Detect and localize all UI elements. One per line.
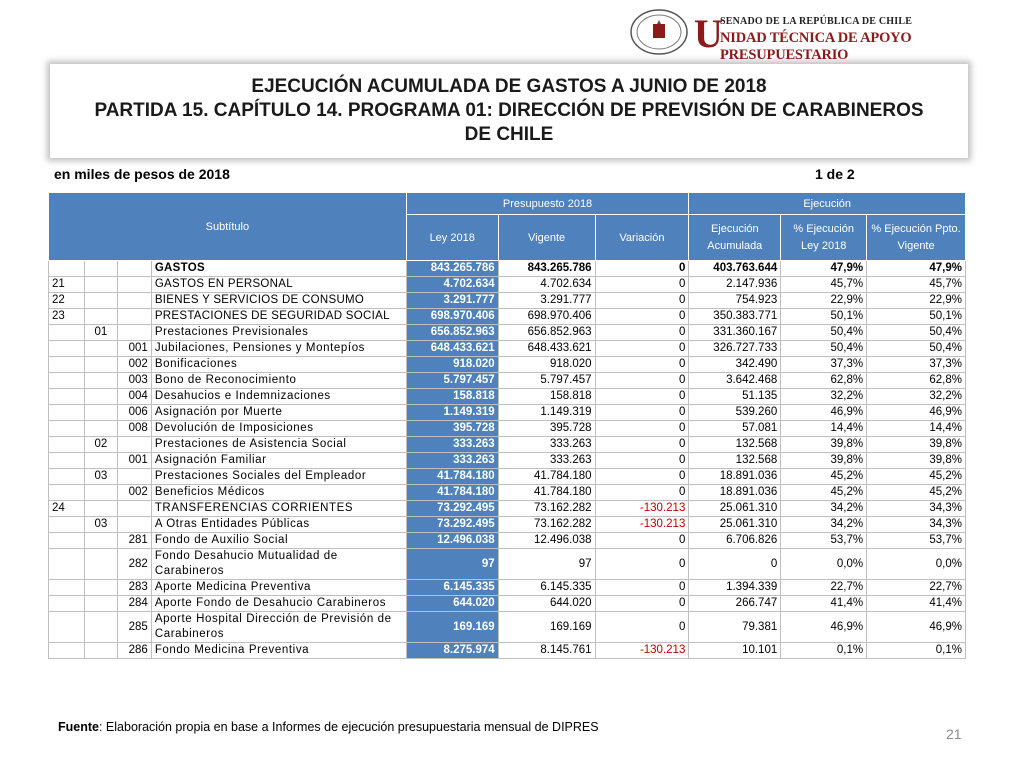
logo-senado-text: SENADO DE LA REPÚBLICA DE CHILE xyxy=(720,16,913,27)
variacion: -130.213 xyxy=(595,643,689,659)
header-ley: Ley 2018 xyxy=(406,215,498,261)
variacion: 0 xyxy=(595,485,689,501)
ley-2018: 73.292.495 xyxy=(406,501,498,517)
pct-ejecucion-ley: 22,7% xyxy=(781,580,867,596)
pct-ejecucion-vigente: 50,4% xyxy=(867,341,966,357)
table-row xyxy=(49,469,966,485)
variacion: 0 xyxy=(595,580,689,596)
units-label: en miles de pesos de 2018 xyxy=(54,166,230,182)
row-description: Aporte Fondo de Desahucio Carabineros xyxy=(151,596,406,612)
ley-2018: 656.852.963 xyxy=(406,325,498,341)
ejecucion-acumulada: 2.147.936 xyxy=(689,277,781,293)
code-asignacion xyxy=(117,517,151,533)
pct-ejecucion-ley: 22,9% xyxy=(781,293,867,309)
vigente: 73.162.282 xyxy=(498,501,595,517)
variacion: 0 xyxy=(595,421,689,437)
code-item xyxy=(84,261,117,277)
vigente: 12.496.038 xyxy=(498,533,595,549)
code-asignacion xyxy=(117,293,151,309)
ejecucion-acumulada: 132.568 xyxy=(689,453,781,469)
vigente: 648.433.621 xyxy=(498,341,595,357)
code-asignacion: 003 xyxy=(117,373,151,389)
pct-ejecucion-ley: 47,9% xyxy=(781,261,867,277)
code-asignacion: 001 xyxy=(117,341,151,357)
code-asignacion: 282 xyxy=(117,549,151,580)
ejecucion-acumulada: 350.383.771 xyxy=(689,309,781,325)
code-subtitulo: 21 xyxy=(49,277,85,293)
code-asignacion xyxy=(117,469,151,485)
ejecucion-acumulada: 25.061.310 xyxy=(689,501,781,517)
code-subtitulo xyxy=(49,533,85,549)
row-description: Fondo de Auxilio Social xyxy=(151,533,406,549)
table-row xyxy=(49,421,966,437)
table-row xyxy=(49,437,966,453)
code-asignacion: 004 xyxy=(117,389,151,405)
pct-ejecucion-ley: 45,7% xyxy=(781,277,867,293)
pct-ejecucion-ley: 50,4% xyxy=(781,341,867,357)
code-item xyxy=(84,596,117,612)
variacion: 0 xyxy=(595,261,689,277)
pct-ejecucion-vigente: 0,1% xyxy=(867,643,966,659)
ejecucion-acumulada: 754.923 xyxy=(689,293,781,309)
table-row xyxy=(49,405,966,421)
code-item xyxy=(84,277,117,293)
code-subtitulo xyxy=(49,373,85,389)
ejecucion-acumulada: 326.727.733 xyxy=(689,341,781,357)
row-description: Aporte Medicina Preventiva xyxy=(151,580,406,596)
ejecucion-acumulada: 1.394.339 xyxy=(689,580,781,596)
ley-2018: 41.784.180 xyxy=(406,485,498,501)
header-presupuesto: Presupuesto 2018 xyxy=(406,193,689,215)
ley-2018: 8.275.974 xyxy=(406,643,498,659)
code-subtitulo: 22 xyxy=(49,293,85,309)
code-subtitulo xyxy=(49,437,85,453)
ley-2018: 333.263 xyxy=(406,437,498,453)
vigente: 333.263 xyxy=(498,453,595,469)
ley-2018: 4.702.634 xyxy=(406,277,498,293)
code-asignacion: 281 xyxy=(117,533,151,549)
pct-ejecucion-vigente: 62,8% xyxy=(867,373,966,389)
table-row xyxy=(49,373,966,389)
pct-ejecucion-ley: 39,8% xyxy=(781,453,867,469)
vigente: 8.145.761 xyxy=(498,643,595,659)
senado-seal-icon xyxy=(629,8,689,56)
variacion: 0 xyxy=(595,405,689,421)
variacion: 0 xyxy=(595,341,689,357)
pct-ejecucion-ley: 0,0% xyxy=(781,549,867,580)
ley-2018: 12.496.038 xyxy=(406,533,498,549)
code-item xyxy=(84,533,117,549)
pct-ejecucion-ley: 32,2% xyxy=(781,389,867,405)
ejecucion-acumulada: 331.360.167 xyxy=(689,325,781,341)
ejecucion-acumulada: 132.568 xyxy=(689,437,781,453)
code-asignacion: 002 xyxy=(117,485,151,501)
code-subtitulo: 23 xyxy=(49,309,85,325)
variacion: 0 xyxy=(595,549,689,580)
pct-ejecucion-vigente: 0,0% xyxy=(867,549,966,580)
ejecucion-acumulada: 0 xyxy=(689,549,781,580)
code-asignacion xyxy=(117,309,151,325)
vigente: 1.149.319 xyxy=(498,405,595,421)
ley-2018: 41.784.180 xyxy=(406,469,498,485)
header-pct-vig: % Ejecución Ppto. Vigente xyxy=(867,215,966,261)
code-item xyxy=(84,293,117,309)
code-subtitulo xyxy=(49,389,85,405)
pct-ejecucion-vigente: 14,4% xyxy=(867,421,966,437)
pct-ejecucion-ley: 0,1% xyxy=(781,643,867,659)
vigente: 41.784.180 xyxy=(498,485,595,501)
ley-2018: 97 xyxy=(406,549,498,580)
header-pct-ley: % Ejecución Ley 2018 xyxy=(781,215,867,261)
row-description: Bonificaciones xyxy=(151,357,406,373)
code-item xyxy=(84,309,117,325)
code-item: 03 xyxy=(84,517,117,533)
ejecucion-acumulada: 25.061.310 xyxy=(689,517,781,533)
code-item xyxy=(84,421,117,437)
pct-ejecucion-ley: 45,2% xyxy=(781,469,867,485)
vigente: 41.784.180 xyxy=(498,469,595,485)
table-row xyxy=(49,453,966,469)
table-row xyxy=(49,517,966,533)
table-row xyxy=(49,325,966,341)
code-asignacion: 002 xyxy=(117,357,151,373)
ejecucion-acumulada: 18.891.036 xyxy=(689,469,781,485)
ley-2018: 3.291.777 xyxy=(406,293,498,309)
table-row xyxy=(49,309,966,325)
pct-ejecucion-ley: 53,7% xyxy=(781,533,867,549)
code-subtitulo xyxy=(49,643,85,659)
vigente: 333.263 xyxy=(498,437,595,453)
code-asignacion: 283 xyxy=(117,580,151,596)
vigente: 97 xyxy=(498,549,595,580)
logo-letter: U xyxy=(694,11,723,56)
table-row xyxy=(49,612,966,643)
header-subtitulo: Subtítulo xyxy=(49,193,407,261)
ley-2018: 6.145.335 xyxy=(406,580,498,596)
table-row xyxy=(49,389,966,405)
pct-ejecucion-ley: 34,2% xyxy=(781,517,867,533)
pct-ejecucion-ley: 37,3% xyxy=(781,357,867,373)
ejecucion-acumulada: 342.490 xyxy=(689,357,781,373)
source-text: : Elaboración propia en base a Informes de ejecución presupuestaria mensual de DIPRES xyxy=(98,720,599,734)
code-asignacion: 286 xyxy=(117,643,151,659)
ejecucion-acumulada: 18.891.036 xyxy=(689,485,781,501)
variacion: -130.213 xyxy=(595,517,689,533)
pct-ejecucion-vigente: 41,4% xyxy=(867,596,966,612)
row-description: Fondo Medicina Preventiva xyxy=(151,643,406,659)
code-item xyxy=(84,373,117,389)
code-subtitulo: 24 xyxy=(49,501,85,517)
row-description: Devolución de Imposiciones xyxy=(151,421,406,437)
table-row xyxy=(49,485,966,501)
vigente: 4.702.634 xyxy=(498,277,595,293)
vigente: 843.265.786 xyxy=(498,261,595,277)
code-item xyxy=(84,389,117,405)
code-subtitulo xyxy=(49,596,85,612)
code-item xyxy=(84,485,117,501)
row-description: GASTOS EN PERSONAL xyxy=(151,277,406,293)
table-row xyxy=(49,293,966,309)
pct-ejecucion-ley: 62,8% xyxy=(781,373,867,389)
variacion: 0 xyxy=(595,325,689,341)
vigente: 6.145.335 xyxy=(498,580,595,596)
ley-2018: 5.797.457 xyxy=(406,373,498,389)
ejecucion-acumulada: 51.135 xyxy=(689,389,781,405)
variacion: 0 xyxy=(595,453,689,469)
row-description: Bono de Reconocimiento xyxy=(151,373,406,389)
page-title: EJECUCIÓN ACUMULADA DE GASTOS A JUNIO DE 2018 xyxy=(251,76,767,97)
pct-ejecucion-vigente: 32,2% xyxy=(867,389,966,405)
table-row xyxy=(49,533,966,549)
title-box xyxy=(50,64,968,158)
code-subtitulo xyxy=(49,325,85,341)
code-subtitulo xyxy=(49,357,85,373)
row-description: A Otras Entidades Públicas xyxy=(151,517,406,533)
row-description: Asignación por Muerte xyxy=(151,405,406,421)
variacion: 0 xyxy=(595,596,689,612)
ley-2018: 843.265.786 xyxy=(406,261,498,277)
code-item: 01 xyxy=(84,325,117,341)
pct-ejecucion-vigente: 50,4% xyxy=(867,325,966,341)
ley-2018: 395.728 xyxy=(406,421,498,437)
row-description: Prestaciones Previsionales xyxy=(151,325,406,341)
ejecucion-acumulada: 403.763.644 xyxy=(689,261,781,277)
variacion: 0 xyxy=(595,293,689,309)
code-item xyxy=(84,405,117,421)
pct-ejecucion-vigente: 53,7% xyxy=(867,533,966,549)
table-row xyxy=(49,549,966,580)
ejecucion-acumulada: 79.381 xyxy=(689,612,781,643)
pct-ejecucion-vigente: 22,9% xyxy=(867,293,966,309)
variacion: 0 xyxy=(595,437,689,453)
vigente: 5.797.457 xyxy=(498,373,595,389)
code-asignacion: 008 xyxy=(117,421,151,437)
pct-ejecucion-vigente: 45,2% xyxy=(867,469,966,485)
row-description: GASTOS xyxy=(151,261,406,277)
row-description: Desahucios e Indemnizaciones xyxy=(151,389,406,405)
ejecucion-acumulada: 3.642.468 xyxy=(689,373,781,389)
page-of-label: 1 de 2 xyxy=(815,166,855,182)
code-item: 02 xyxy=(84,437,117,453)
ejecucion-acumulada: 57.081 xyxy=(689,421,781,437)
pct-ejecucion-ley: 34,2% xyxy=(781,501,867,517)
code-item xyxy=(84,580,117,596)
row-description: TRANSFERENCIAS CORRIENTES xyxy=(151,501,406,517)
vigente: 656.852.963 xyxy=(498,325,595,341)
code-subtitulo xyxy=(49,485,85,501)
code-asignacion xyxy=(117,277,151,293)
row-description: Aporte Hospital Dirección de Previsión de Carabineros xyxy=(151,612,406,643)
table-row xyxy=(49,643,966,659)
code-asignacion xyxy=(117,261,151,277)
pct-ejecucion-vigente: 39,8% xyxy=(867,453,966,469)
row-description: Jubilaciones, Pensiones y Montepíos xyxy=(151,341,406,357)
code-item: 03 xyxy=(84,469,117,485)
pct-ejecucion-ley: 39,8% xyxy=(781,437,867,453)
code-asignacion: 284 xyxy=(117,596,151,612)
code-item xyxy=(84,501,117,517)
table-row xyxy=(49,261,966,277)
row-description: Fondo Desahucio Mutualidad de Carabineros xyxy=(151,549,406,580)
vigente: 169.169 xyxy=(498,612,595,643)
ejecucion-acumulada: 539.260 xyxy=(689,405,781,421)
pct-ejecucion-vigente: 45,7% xyxy=(867,277,966,293)
logo-unit-text: NIDAD TÉCNICA DE APOYO PRESUPUESTARIO xyxy=(720,30,912,63)
pct-ejecucion-vigente: 50,1% xyxy=(867,309,966,325)
code-item xyxy=(84,643,117,659)
row-description: Beneficios Médicos xyxy=(151,485,406,501)
vigente: 158.818 xyxy=(498,389,595,405)
ley-2018: 1.149.319 xyxy=(406,405,498,421)
code-asignacion xyxy=(117,437,151,453)
variacion: 0 xyxy=(595,612,689,643)
variacion: -130.213 xyxy=(595,501,689,517)
variacion: 0 xyxy=(595,277,689,293)
ley-2018: 648.433.621 xyxy=(406,341,498,357)
code-asignacion: 285 xyxy=(117,612,151,643)
pct-ejecucion-ley: 45,2% xyxy=(781,485,867,501)
ley-2018: 169.169 xyxy=(406,612,498,643)
budget-table xyxy=(48,192,966,659)
pct-ejecucion-ley: 50,4% xyxy=(781,325,867,341)
code-item xyxy=(84,453,117,469)
variacion: 0 xyxy=(595,357,689,373)
code-asignacion xyxy=(117,501,151,517)
row-description: Prestaciones de Asistencia Social xyxy=(151,437,406,453)
code-item xyxy=(84,612,117,643)
row-description: Asignación Familiar xyxy=(151,453,406,469)
header-ejecucion: Ejecución xyxy=(689,193,966,215)
pct-ejecucion-ley: 41,4% xyxy=(781,596,867,612)
ley-2018: 333.263 xyxy=(406,453,498,469)
table-row xyxy=(49,580,966,596)
ejecucion-acumulada: 6.706.826 xyxy=(689,533,781,549)
code-subtitulo xyxy=(49,421,85,437)
pct-ejecucion-vigente: 46,9% xyxy=(867,405,966,421)
code-item xyxy=(84,341,117,357)
code-subtitulo xyxy=(49,549,85,580)
table-row xyxy=(49,501,966,517)
vigente: 918.020 xyxy=(498,357,595,373)
pct-ejecucion-ley: 14,4% xyxy=(781,421,867,437)
code-asignacion: 006 xyxy=(117,405,151,421)
vigente: 73.162.282 xyxy=(498,517,595,533)
variacion: 0 xyxy=(595,373,689,389)
vigente: 698.970.406 xyxy=(498,309,595,325)
page-subtitle: PARTIDA 15. CAPÍTULO 14. PROGRAMA 01: DIRECCIÓN DE PREVISIÓN DE CARABINEROS DE CHILE xyxy=(94,100,924,145)
code-subtitulo xyxy=(49,580,85,596)
ley-2018: 644.020 xyxy=(406,596,498,612)
vigente: 644.020 xyxy=(498,596,595,612)
variacion: 0 xyxy=(595,389,689,405)
header-ejec-acum: Ejecución Acumulada xyxy=(689,215,781,261)
ejecucion-acumulada: 266.747 xyxy=(689,596,781,612)
source-label: Fuente xyxy=(58,720,99,734)
table-row xyxy=(49,341,966,357)
pct-ejecucion-vigente: 37,3% xyxy=(867,357,966,373)
pct-ejecucion-vigente: 34,3% xyxy=(867,501,966,517)
ley-2018: 698.970.406 xyxy=(406,309,498,325)
page-number: 21 xyxy=(946,726,962,742)
table-row xyxy=(49,596,966,612)
code-subtitulo xyxy=(49,405,85,421)
row-description: PRESTACIONES DE SEGURIDAD SOCIAL xyxy=(151,309,406,325)
ley-2018: 918.020 xyxy=(406,357,498,373)
table-row xyxy=(49,277,966,293)
code-subtitulo xyxy=(49,341,85,357)
pct-ejecucion-vigente: 34,3% xyxy=(867,517,966,533)
pct-ejecucion-vigente: 39,8% xyxy=(867,437,966,453)
code-subtitulo xyxy=(49,612,85,643)
variacion: 0 xyxy=(595,533,689,549)
code-subtitulo xyxy=(49,453,85,469)
pct-ejecucion-ley: 46,9% xyxy=(781,405,867,421)
source-note xyxy=(58,720,599,734)
row-description: BIENES Y SERVICIOS DE CONSUMO xyxy=(151,293,406,309)
vigente: 3.291.777 xyxy=(498,293,595,309)
ley-2018: 158.818 xyxy=(406,389,498,405)
pct-ejecucion-vigente: 47,9% xyxy=(867,261,966,277)
code-item xyxy=(84,357,117,373)
code-subtitulo xyxy=(49,517,85,533)
table-row xyxy=(49,357,966,373)
code-asignacion: 001 xyxy=(117,453,151,469)
pct-ejecucion-vigente: 45,2% xyxy=(867,485,966,501)
ejecucion-acumulada: 10.101 xyxy=(689,643,781,659)
ley-2018: 73.292.495 xyxy=(406,517,498,533)
header-variacion: Variación xyxy=(595,215,689,261)
pct-ejecucion-vigente: 22,7% xyxy=(867,580,966,596)
code-subtitulo xyxy=(49,469,85,485)
code-asignacion xyxy=(117,325,151,341)
code-item xyxy=(84,549,117,580)
header-vigente: Vigente xyxy=(498,215,595,261)
vigente: 395.728 xyxy=(498,421,595,437)
variacion: 0 xyxy=(595,309,689,325)
variacion: 0 xyxy=(595,469,689,485)
pct-ejecucion-vigente: 46,9% xyxy=(867,612,966,643)
pct-ejecucion-ley: 50,1% xyxy=(781,309,867,325)
row-description: Prestaciones Sociales del Empleador xyxy=(151,469,406,485)
code-subtitulo xyxy=(49,261,85,277)
pct-ejecucion-ley: 46,9% xyxy=(781,612,867,643)
